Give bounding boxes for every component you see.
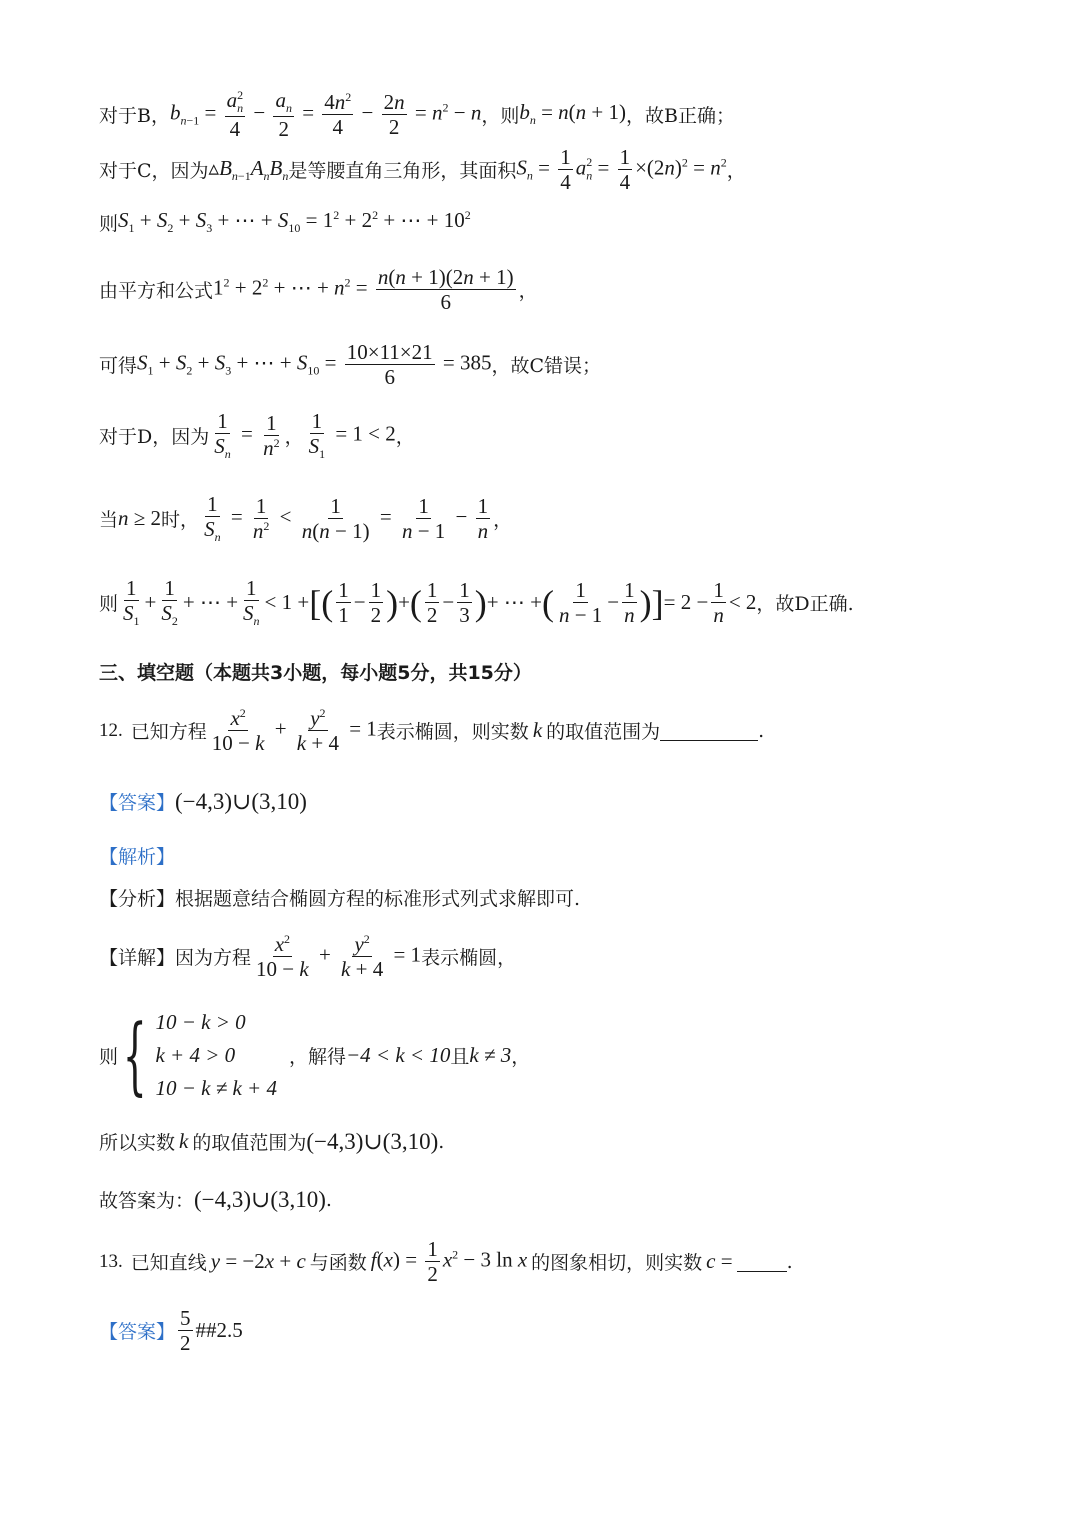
answer-alt: ##2.5	[195, 1318, 243, 1343]
text: 故答案为：	[99, 1190, 195, 1212]
text: ，故C错误；	[491, 355, 602, 378]
text: 的取值范围为	[546, 721, 661, 744]
question-13	[99, 1237, 793, 1286]
square-sum-line	[99, 265, 538, 314]
text: 则	[99, 1046, 119, 1068]
text: .	[325, 1188, 332, 1211]
text: ，	[493, 509, 513, 532]
question-number: 13.	[99, 1250, 123, 1272]
answer-value: (−4,3)∪(3,10)	[175, 788, 307, 814]
text: 已知直线	[130, 1252, 207, 1275]
q13-answer	[99, 1306, 243, 1355]
var-c: c =	[706, 1249, 733, 1274]
text: 则	[99, 593, 119, 616]
d-formula-1: $\frac{1}{S_n}$ = $\frac{1}{n^2}$	[214, 409, 280, 462]
area-formula: $S_n$ = $\frac{1}{4}$ $a_n^2$ = $\frac{1}{4}$ $\times(2n)^2 = n^2$	[516, 145, 727, 195]
text: ，故B正确；	[626, 105, 735, 128]
text: 对于C，因为	[99, 160, 209, 183]
q12-answer	[99, 788, 307, 815]
solution: −4 < k < 10	[346, 1043, 451, 1067]
text: 对于B，	[99, 105, 170, 128]
text: ，	[284, 426, 304, 449]
text: .	[786, 1250, 793, 1273]
answer-tag: 【答案】	[99, 1321, 176, 1344]
text: ，解得	[288, 1046, 346, 1068]
text: 则	[99, 212, 119, 235]
fenxi-text: 根据题意结合椭圆方程的标准形式列式求解即可.	[175, 888, 581, 910]
text: 当	[99, 509, 119, 532]
text: .	[758, 719, 765, 742]
section-heading	[99, 658, 532, 685]
system-row: 10 − k ≠ k + 4	[155, 1076, 277, 1100]
telescoping-formula: $\frac{1}{S_1}$ + $\frac{1}{S_2}$ + ⋯ + $\frac{1}{S_n}$ < 1 + [ ( $\frac{1}{1}$ − $\frac{1}{2}$ ) + ( $\frac{1}{2}$ − $\frac{1}{3}$ ) + ⋯ + ( $\frac{1}{n - 1}$ − $\frac{1}{n}$ ) ] = 2 − $\frac{1}{n}$ < 2	[123, 576, 757, 629]
solution: k ≠ 3	[469, 1043, 512, 1067]
answer-fraction: $\frac{5}{2}$	[180, 1306, 191, 1356]
n-ge-2-line	[99, 492, 512, 545]
q12-final	[99, 1186, 332, 1213]
text: 已知方程	[130, 721, 207, 744]
text: 的取值范围为	[192, 1132, 307, 1154]
line-equation: y = −2x + c	[210, 1249, 306, 1274]
d-formula-2: $\frac{1}{S_1}$ = 1 < 2	[308, 409, 396, 462]
text: 与函数	[309, 1252, 367, 1275]
result-line	[99, 340, 601, 389]
square-sum-formula: $1^2 + 2^2$ + ⋯ + $n^2$ = $\frac{n(n + 1)(2n + 1)}{6}$	[213, 265, 514, 315]
text: ，故D正确.	[756, 593, 854, 616]
q12-system	[99, 1005, 531, 1104]
text: 所以实数	[99, 1132, 176, 1154]
text: ，	[726, 160, 746, 183]
option-d-line	[99, 409, 415, 462]
answer-blank	[737, 1251, 787, 1272]
text: ，	[395, 426, 415, 449]
answer-blank	[660, 720, 758, 741]
ellipse-equation-2: $\frac{x^2}{10 - k}$ + $\frac{y^2}{k + 4}$ = 1	[256, 932, 422, 982]
text: ，	[518, 280, 538, 303]
text: 表示椭圆，则实数	[376, 721, 529, 744]
system-row: k + 4 > 0	[155, 1043, 236, 1067]
inequality-formula: $\frac{1}{S_n}$ = $\frac{1}{n^2}$ < $\frac{1}{n(n - 1)}$ = $\frac{1}{n - 1}$ − $\frac{1}{n}$	[204, 492, 489, 545]
triangle-formula: $▵B_{n-1}A_nB_n$	[208, 155, 289, 183]
option-b-line	[99, 88, 735, 141]
option-c-line	[99, 145, 746, 194]
q12-xiangjie	[99, 932, 516, 981]
analysis-tag: 【解析】	[99, 846, 176, 868]
text: 且	[450, 1046, 470, 1068]
xiangjie-tag: 【详解】	[99, 947, 176, 970]
formula-b: $b_{n-1}$ = $\frac{a_n^2}{4}$ − $\frac{a_n}{2}$ = $\frac{4n^2}{4}$ − $\frac{2n}{2}$ = $n^2 - n$	[169, 88, 482, 141]
text: 表示椭圆，	[421, 947, 517, 970]
sum-formula: $S_1 + S_2 + S_3$ + ⋯ + $S_{10} = 1^2 + 2^2$ + ⋯ + $10^2$	[118, 208, 471, 236]
text: .	[438, 1130, 445, 1153]
fenxi-tag: 【分析】	[99, 888, 176, 910]
question-number: 12.	[99, 719, 123, 741]
inequality-system	[118, 1005, 277, 1104]
text: 可得	[99, 355, 138, 378]
telescoping-line	[99, 576, 854, 629]
text: 时，	[161, 509, 200, 532]
result-formula: $S_1 + S_2 + S_3$ + ⋯ + $S_{10}$ = $\frac{10\times 11\times 21}{6}$ = 385	[137, 340, 492, 390]
sum-line	[99, 208, 471, 236]
var-k: k	[179, 1129, 189, 1153]
range-value: (−4,3)∪(3,10)	[306, 1128, 439, 1154]
function-equation: f(x) = $\frac{1}{2}$ $x^2 - 3$ ln x	[370, 1237, 528, 1287]
text: 由平方和公式	[99, 280, 214, 303]
brace-icon: {	[122, 1005, 147, 1104]
text: 对于D，因为	[99, 426, 210, 449]
text: 因为方程	[175, 947, 252, 970]
final-value: (−4,3)∪(3,10)	[194, 1186, 326, 1212]
formula-bn: $b_n = n(n + 1)$	[519, 100, 627, 128]
q12-range	[99, 1128, 444, 1155]
section-title: 三、填空题（本题共3小题，每小题5分，共15分）	[99, 662, 532, 684]
text: ，	[511, 1046, 531, 1068]
n-condition: n ≥ 2	[118, 506, 162, 531]
var-k: k	[532, 718, 543, 743]
ellipse-equation: $\frac{x^2}{10 - k}$ + $\frac{y^2}{k + 4}$ = 1	[211, 706, 377, 756]
question-12	[99, 706, 764, 755]
text: 的图象相切，则实数	[531, 1252, 703, 1275]
q12-analysis	[99, 842, 175, 869]
text: ，则	[481, 105, 520, 128]
q12-fenxi	[99, 884, 580, 911]
system-row: 10 − k > 0	[155, 1010, 246, 1034]
text: 是等腰直角三角形，其面积	[288, 160, 517, 183]
answer-tag: 【答案】	[99, 792, 176, 814]
